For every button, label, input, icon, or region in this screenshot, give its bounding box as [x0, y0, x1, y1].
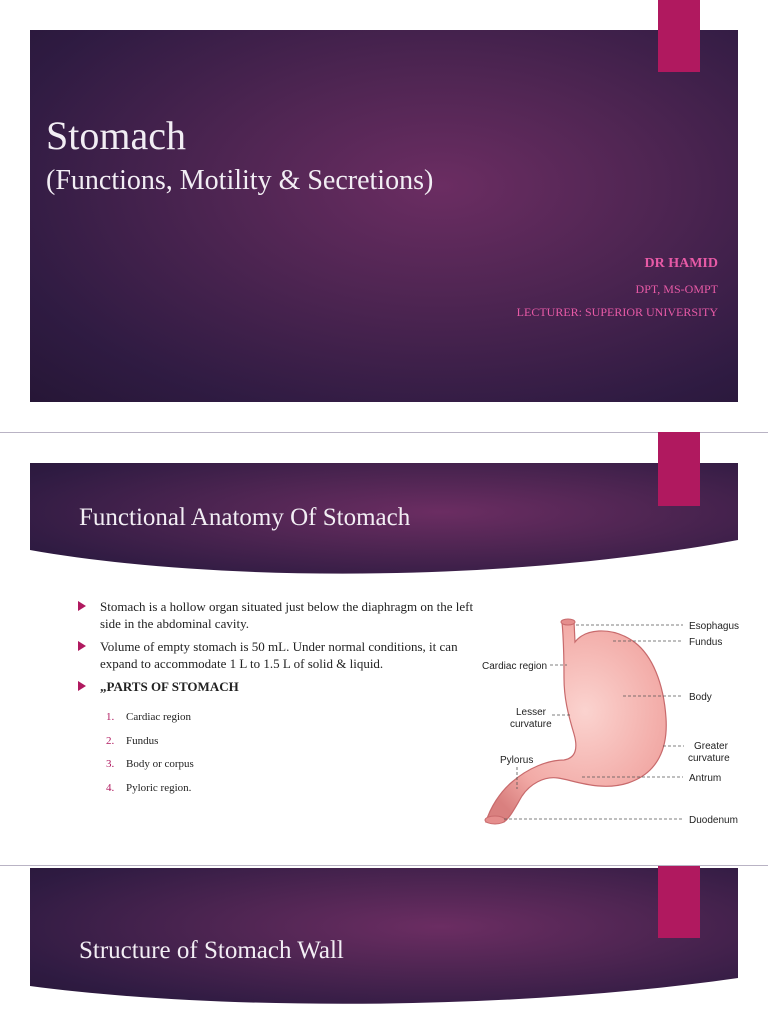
list-label: Fundus — [126, 734, 159, 747]
bullet-item — [78, 638, 478, 672]
list-number: 2. — [106, 734, 115, 747]
slide-title: Stomach — [46, 113, 186, 158]
title-slide-banner — [30, 30, 738, 402]
label-pylorus: Pylorus — [500, 755, 534, 766]
slide-title: Functional Anatomy Of Stomach — [79, 504, 411, 531]
list-label: Body or corpus — [126, 758, 194, 770]
accent-tab — [658, 866, 700, 938]
bullet-item — [78, 678, 478, 695]
bullet-text: Stomach is a hollow organ situated just below the diaphragm on the left side in the abdominal cavity. — [100, 599, 474, 631]
slide-subtitle: (Functions, Motility & Secretions) — [46, 165, 434, 196]
slide-divider — [0, 865, 768, 866]
list-label: Pyloric region. — [126, 781, 192, 794]
list-label: Cardiac region — [126, 711, 192, 723]
slide-title: Structure of Stomach Wall — [79, 937, 344, 964]
list-number: 4. — [106, 781, 115, 794]
bullet-arrow-icon — [78, 601, 86, 611]
label-antrum: Antrum — [689, 773, 722, 784]
bullet-text: Volume of empty stomach is 50 mL. Under normal conditions, it can expand to accommodate 1 L to 1.5 L of solid & liquid. — [100, 639, 458, 671]
list-item — [106, 782, 194, 806]
accent-tab — [658, 432, 700, 506]
bullet-arrow-icon — [78, 681, 86, 691]
banner-curve — [30, 978, 738, 1010]
parts-list — [106, 711, 194, 805]
list-number: 3. — [106, 758, 115, 770]
label-greater: Greater — [694, 741, 728, 752]
label-cardiac-region: Cardiac region — [482, 661, 548, 672]
list-item — [106, 735, 194, 759]
author-name: DR HAMID — [644, 256, 718, 271]
label-curvature: curvature — [688, 753, 730, 764]
label-body: Body — [689, 692, 712, 703]
author-position: LECTURER: SUPERIOR UNIVERSITY — [516, 305, 718, 319]
label-esophagus: Esophagus — [689, 621, 740, 632]
author-degree: DPT, MS-OMPT — [635, 282, 718, 296]
bullet-item — [78, 598, 478, 632]
bullet-list — [78, 598, 478, 701]
label-lesser: Lesser — [516, 707, 547, 718]
list-item — [106, 758, 194, 782]
slide-divider — [0, 432, 768, 433]
accent-tab — [658, 0, 700, 72]
list-item — [106, 711, 194, 735]
label-curvature: curvature — [510, 719, 552, 730]
bullet-heading: „PARTS OF STOMACH — [100, 679, 239, 694]
label-fundus: Fundus — [689, 637, 723, 648]
stomach-diagram — [478, 608, 752, 840]
banner-curve — [30, 540, 738, 582]
bullet-arrow-icon — [78, 641, 86, 651]
list-number: 1. — [106, 711, 115, 723]
label-duodenum: Duodenum — [689, 815, 738, 826]
